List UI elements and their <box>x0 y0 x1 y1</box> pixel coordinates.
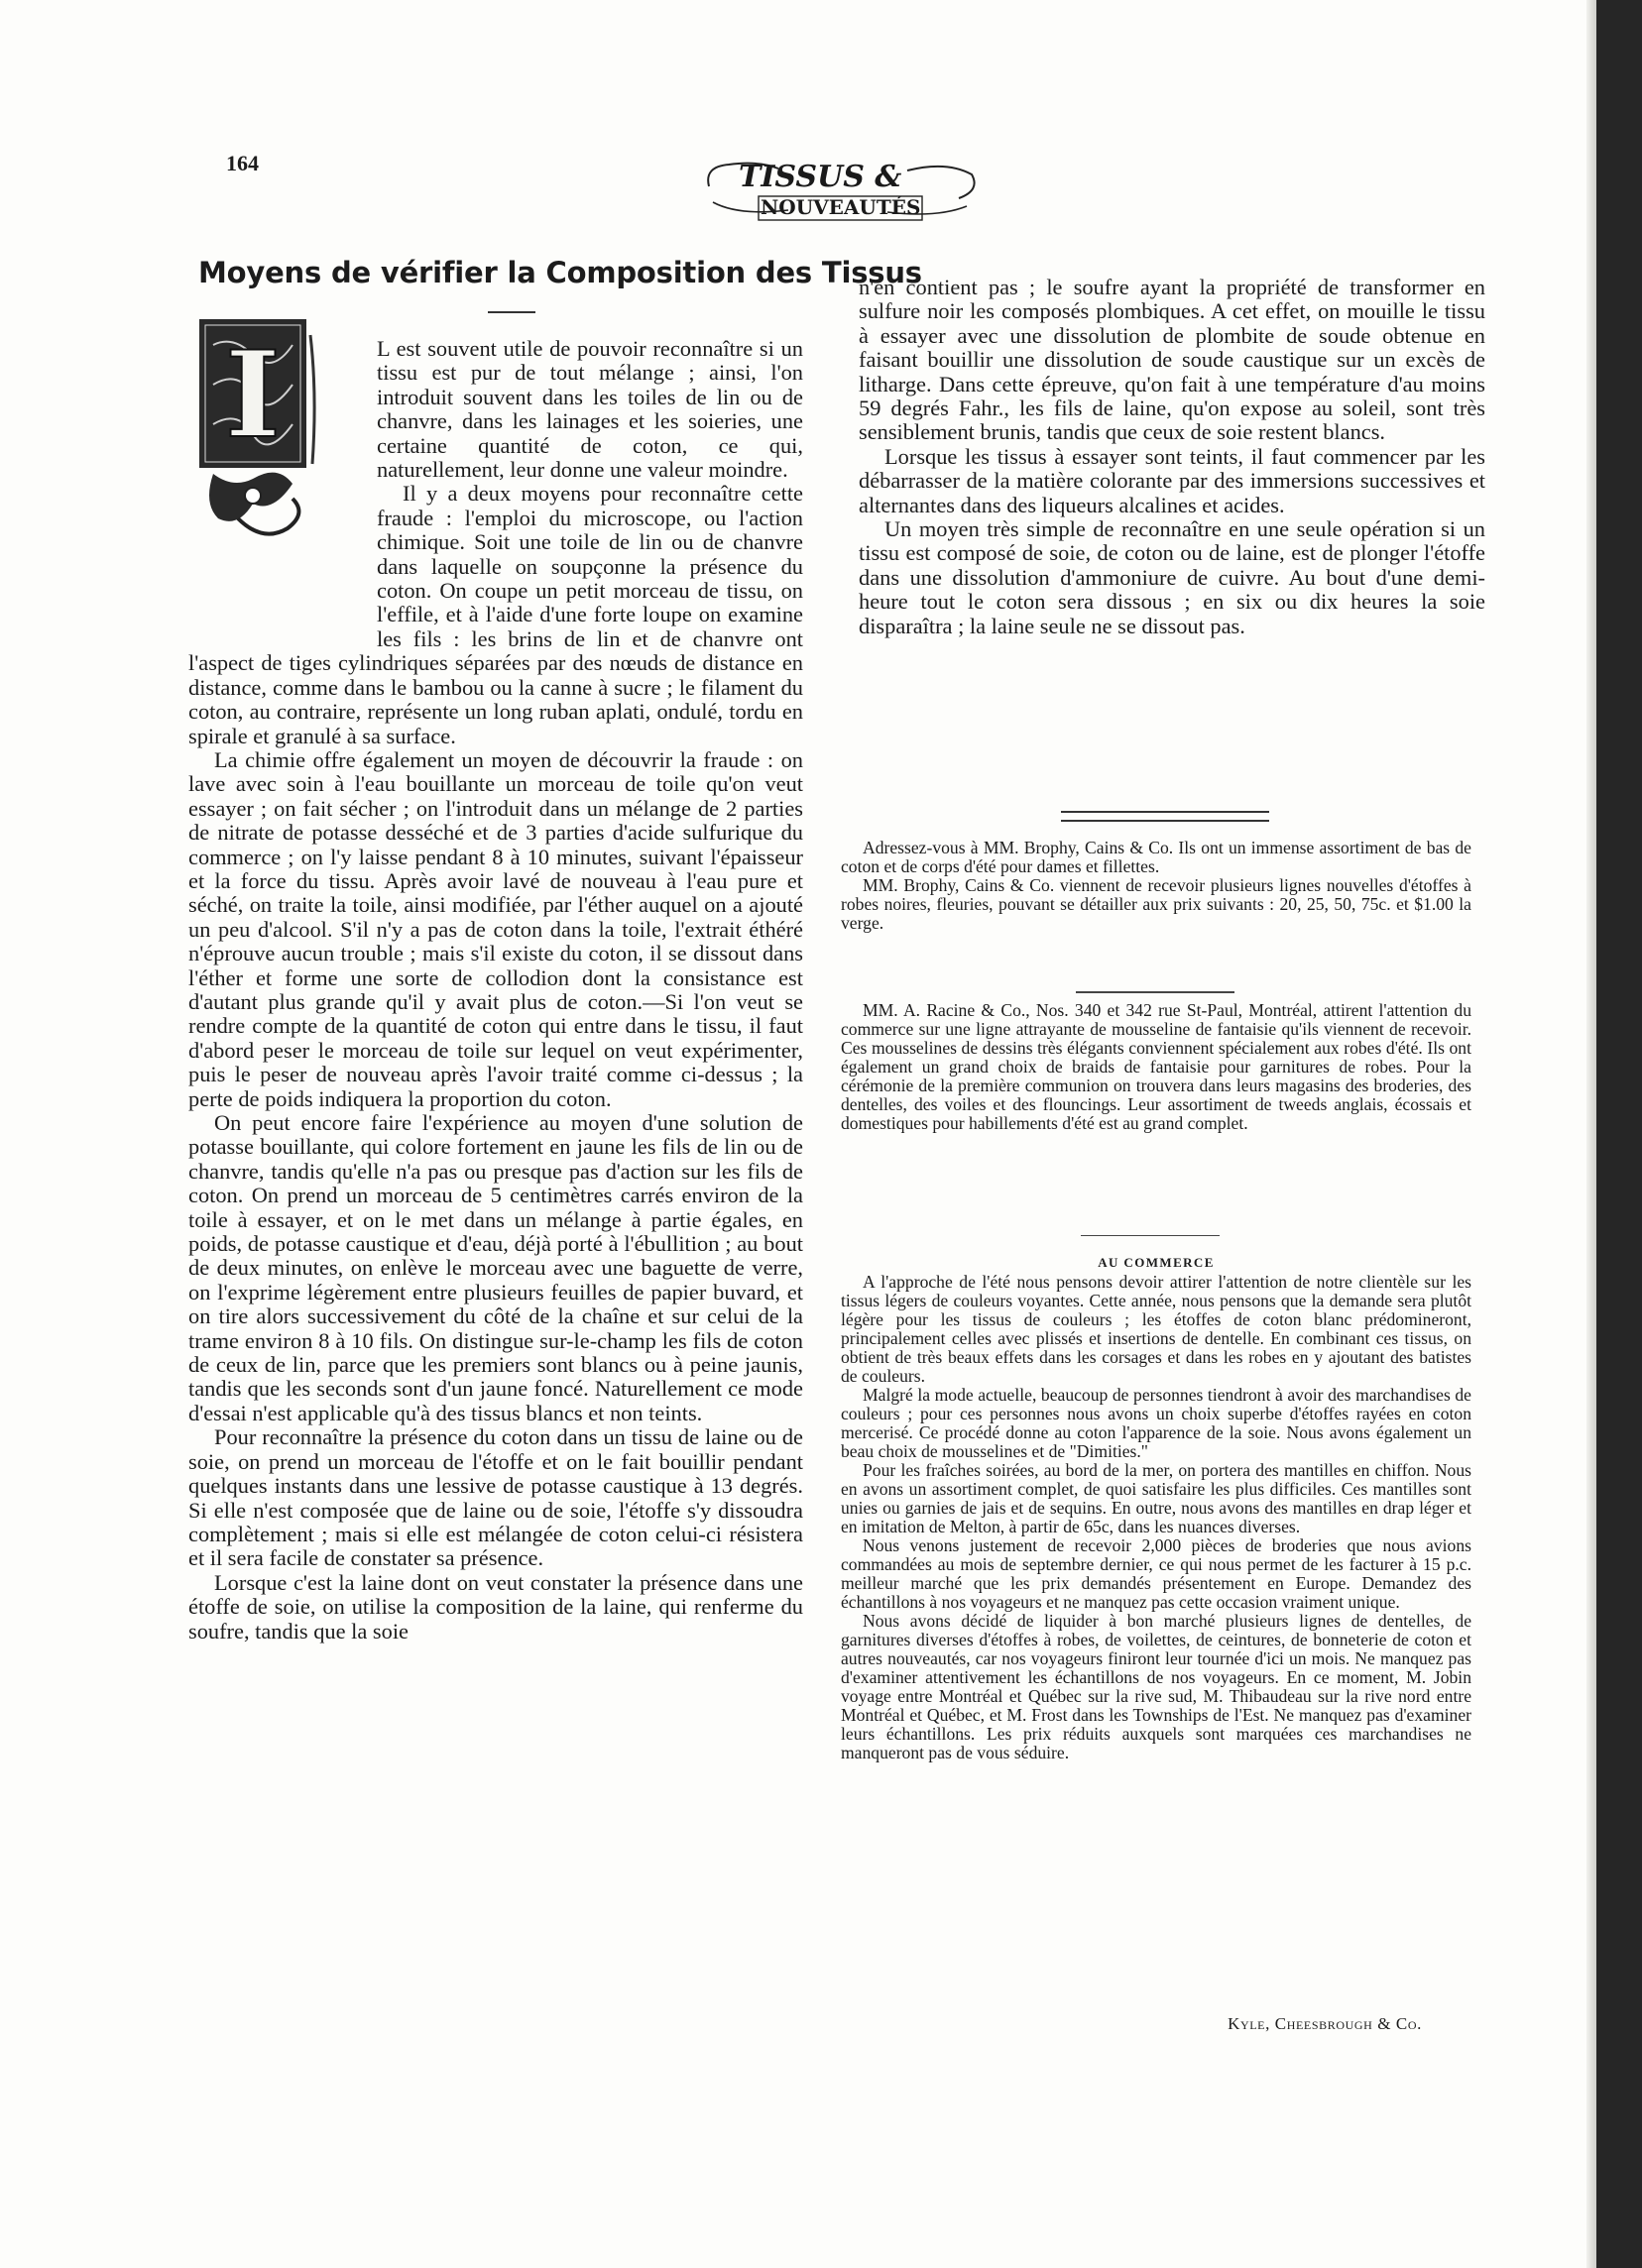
article-paragraph: n'en contient pas ; le soufre ayant la propriété de transformer en sulfure noir les composés plombiques. A cet effet, on mouille le tissu à essayer avec une dissolution de plombite de soude obtenue en faisant bouillir une dissolution de soude caustique sur un excès de litharge. Dans cette épreuve, qu'on fait à une température d'au moins 59 degrés Fahr., les fils de laine, qu'on expose au soleil, sont très sensiblement brunis, tandis que ceux de soie restent blancs. <box>859 275 1485 445</box>
commerce-paragraph: Nous avons décidé de liquider à bon marché plusieurs lignes de dentelles, de garnitures diverses d'étoffes à robes, de voilettes, de ceintures, de bonneterie de coton et autres nouveautés, car nos voyageurs finiront leur tournée d'ici un mois. Ne manquez pas d'examiner attentivement les échantillons de nos voyageurs. En ce moment, M. Jobin voyage entre Montréal et Québec sur la rive sud, M. Thibaudeau sur la rive nord entre Montréal et Québec, et M. Frost dans les Townships de l'Est. Ne manquez pas d'examiner leurs échantillons. Les prix réduits auxquels sont marquées ces marchandises ne manqueront pas de vous séduire. <box>841 1611 1471 1762</box>
section-divider <box>1061 811 1269 822</box>
masthead-logo <box>699 147 982 226</box>
article-paragraph: Lorsque les tissus à essayer sont teints, il faut commencer par les débarrasser de la matière colorante par des immersions successives et alternantes dans des liqueurs alcalines et acides. <box>859 443 1485 517</box>
commerce-paragraph: Pour les fraîches soirées, au bord de la mer, on portera des mantilles en chiffon. Nous en avons un assortiment complet, de quoi satisfaire les plus difficiles. Ces mantilles sont unies ou garnies de jais et de sequins. En outre, nous avons des mantilles en drap léger et en imitation de Melton, à partir de 65c, dans les nuances diverses. <box>841 1460 1471 1536</box>
notice-racine <box>841 1001 1471 1133</box>
section-heading: AU COMMERCE <box>1098 1255 1215 1270</box>
article-title: Moyens de vérifier la Composition des Tissus <box>198 256 922 289</box>
notice-paragraph: MM. Brophy, Cains & Co. viennent de recevoir plusieurs lignes nouvelles d'étoffes à robes noires, fleuries, pouvant se détailler aux prix suivants : 20, 25, 50, 75c. et $1.00 la verge. <box>841 875 1471 933</box>
svg-text:NOUVEAUTÉS: NOUVEAUTÉS <box>761 195 921 219</box>
drop-cap-space <box>188 337 377 634</box>
commerce-paragraph: Nous venons justement de recevoir 2,000 pièces de broderies que nous avions commandées au mois de septembre dernier, ce qui nous permet de les facturer à 15 p.c. meilleur marché que les prix demandés présentement en Europe. Demandez des échantillons à nos voyageurs et ne manquez pas cette occasion vraiment unique. <box>841 1535 1471 1612</box>
signature: Kyle, Cheesbrough & Co. <box>1228 2014 1422 2033</box>
commerce-column <box>841 1273 1471 1762</box>
article-column-right <box>859 276 1485 638</box>
svg-text:TISSUS &: TISSUS & <box>739 160 902 194</box>
article-paragraph: On peut encore faire l'expérience au moyen d'une solution de potasse bouillante, qui colore fortement en jaune les fils de lin ou de chanvre, tandis qu'elle n'a pas ou presque pas d'action sur les fils de coton. On prend un morceau de 5 centimètres carrés environ de la toile à essayer, et on le met dans un mélange à partie égales, en poids, de potasse caustique et d'eau, déjà porté à l'ébullition ; au bout de deux minutes, on enlève le morceau avec une baguette de verre, on l'exprime légèrement entre plusieurs feuilles de papier buvard, et on tire alors successivement du côté de la chaîne et sur celui de la trame environ 8 à 10 fils. On distingue sur-le-champ les fils de coton de ceux de lin, parce que les premiers sont blancs ou à peine jaunis, tandis que les seconds sont d'un jaune foncé. Naturellement ce mode d'essai n'est applicable qu'à des tissus blancs et non teints. <box>188 1110 803 1425</box>
article-paragraph: Il y a deux moyens pour reconnaître cette fraude : l'emploi du microscope, ou l'action chimique. Soit une toile de lin ou de chanvre dans laquelle on soupçonne la présence du coton. On coupe un petit morceau de tissu, on l'effile, et à l'aide d'une forte loupe on examine les fils : les brins de lin et de chanvre ont l'aspect de tiges cylindriques séparées par des nœuds de distance en distance, comme dans le bambou ou la canne à sucre ; le filament du coton, au contraire, représente un long ruban aplati, ondulé, tordu en spirale et granulé à sa surface. <box>188 481 803 748</box>
notice-divider <box>1076 991 1234 993</box>
svg-text:I: I <box>224 325 282 465</box>
notice-paragraph: Adressez-vous à MM. Brophy, Cains & Co. Ils ont un immense assortiment de bas de coton et de corps d'été pour dames et fillettes. <box>841 838 1471 876</box>
article-column-left <box>188 337 803 1644</box>
notice-paragraph: MM. A. Racine & Co., Nos. 340 et 342 rue St-Paul, Montréal, attirent l'attention du commerce sur une ligne attrayante de mousseline de fantaisie qu'ils viennent de recevoir. Ces mousselines de dessins très élégants conviennent spécialement aux robes d'été. Ils ont également un grand choix de braids de fantaisie pour garnitures de robes. Pour la cérémonie de la première communion on trouvera dans leurs magasins des broderies, des dentelles, des voiles et des flouncings. Leur assortiment de tweeds anglais, écossais et domestiques pour habillements d'été est au grand complet. <box>841 1000 1471 1133</box>
notice-brophy <box>841 839 1471 933</box>
article-paragraph: Un moyen très simple de reconnaître en une seule opération si un tissu est composé de soie, de coton ou de laine, est de plonger l'étoffe dans une dissolution d'ammoniure de cuivre. Au bout d'une demi-heure tout le coton sera dissous ; en six ou dix heures la soie disparaîtra ; la laine seule ne se dissout pas. <box>859 516 1485 638</box>
commerce-paragraph: Malgré la mode actuelle, beaucoup de personnes tiendront à avoir des marchandises de couleurs ; pour ces personnes nous avons un choix superbe d'étoffes rayées en coton mercerisé. Ce procédé donne au coton l'apparence de la soie. Nous avons également un beau choix de mousselines et de "Dimities." <box>841 1385 1471 1461</box>
section-rule <box>1081 1235 1220 1236</box>
title-rule <box>488 311 535 313</box>
page-fold <box>1586 0 1596 2268</box>
article-paragraph: Lorsque c'est la laine dont on veut constater la présence dans une étoffe de soie, on utilise la composition de la laine, qui renferme du soufre, tandis que la soie <box>188 1569 803 1644</box>
commerce-paragraph: A l'approche de l'été nous pensons devoir attirer l'attention de notre clientèle sur les tissus légers de couleurs voyantes. Cette année, nous pensons que la demande sera plutôt légère pour les tissus de couleurs ; les étoffes de coton blanc prédomineront, principalement celles avec plissés et insertions de dentelle. En combinant ces tissus, on obtient de très beaux effets dans les corsages et dans les robes en y ajoutant des batistes de couleurs. <box>841 1272 1471 1386</box>
article-paragraph: La chimie offre également un moyen de découvrir la fraude : on lave avec soin à l'eau bouillante un morceau de toile qu'on veut essayer ; on fait sécher ; on l'introduit dans un mélange de 2 parties de nitrate de potasse desséché et de 3 parties d'acide sulfurique du commerce ; on l'y laisse pendant 8 à 10 minutes, suivant l'épaisseur et la force du tissu. Après avoir lavé de nouveau à l'eau pure et séché, on traite la toile, ainsi modifiée, par l'éther auquel on a ajouté un peu d'alcool. S'il n'y a pas de coton dans la toile, l'extrait éthéré n'éprouve aucun trouble ; mais s'il existe du coton, il se dissout dans l'éther et forme une sorte de collodion dont la consistance est d'autant plus grande qu'il y avait plus de coton.—Si l'on veut se rendre compte de la quantité de coton qui entre dans le tissu, il faut d'abord peser le morceau de toile sur lequel on veut expérimenter, puis le peser de nouveau après l'avoir traité comme ci-dessus ; la perte de poids indiquera la proportion du coton. <box>188 746 803 1111</box>
article-paragraph: L est souvent utile de pouvoir reconnaître si un tissu est pur de tout mélange ; ainsi, l'on introduit souvent dans les toiles de lin ou de chanvre, dans les lainages et les soieries, une certaine quantité de coton, ce qui, naturellement, leur donne une valeur moindre. <box>377 336 803 483</box>
article-paragraph: Pour reconnaître la présence du coton dans un tissu de laine ou de soie, on prend un morceau de l'étoffe et on le fait bouillir pendant quelques instants dans une lessive de potasse caustique à 13 degrés. Si elle n'est composée que de laine ou de soie, l'étoffe s'y dissoudra complètement ; mais si elle est mélangée de coton celui-ci résistera et il sera facile de constater sa présence. <box>188 1424 803 1571</box>
page-number: 164 <box>226 151 259 175</box>
page-edge <box>1596 0 1642 2268</box>
